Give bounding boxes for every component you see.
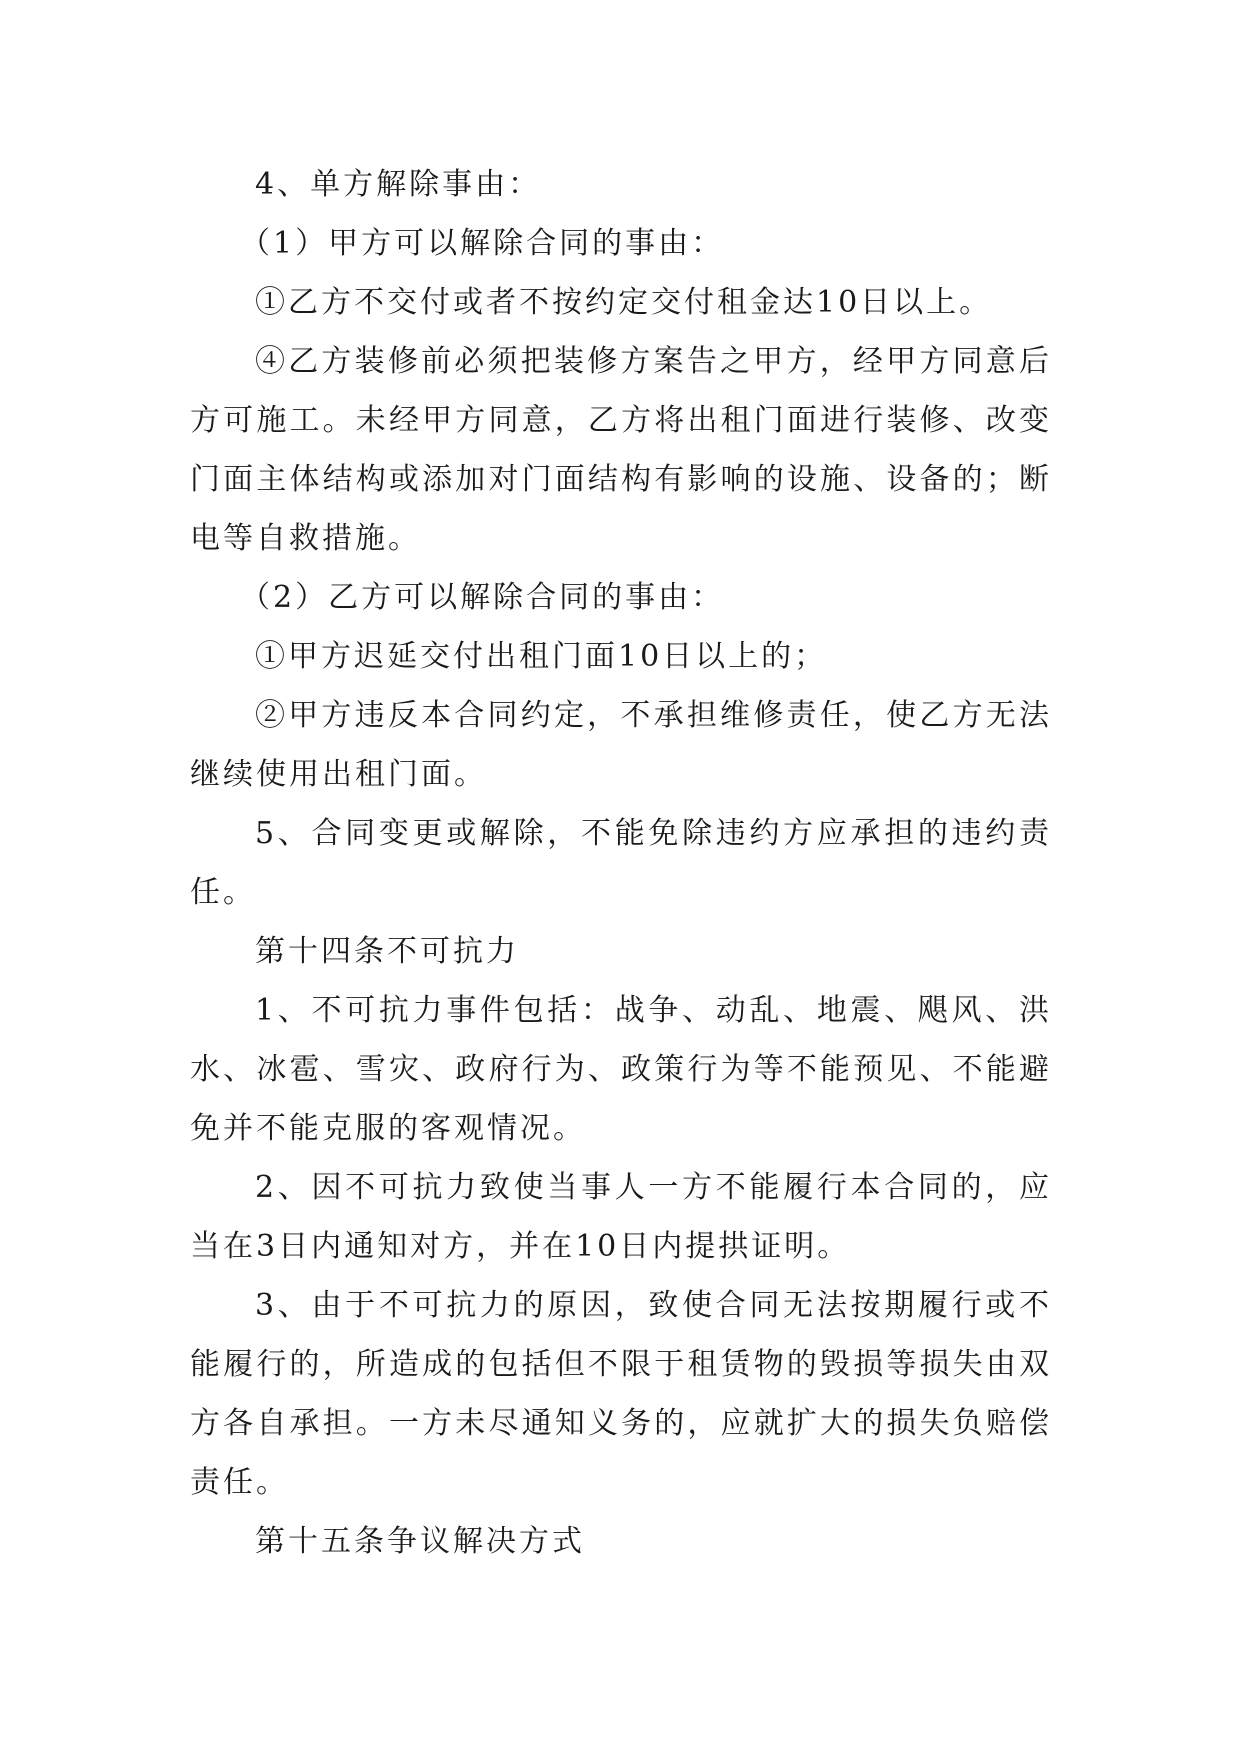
paragraph-party-b-reason-1: ①甲方迟延交付出租门面10日以上的；	[255, 639, 828, 674]
paragraph-party-a-reasons: （1）甲方可以解除合同的事由：	[240, 226, 725, 261]
paragraph-party-a-reason-1: ①乙方不交付或者不按约定交付租金达10日以上。	[255, 285, 993, 320]
paragraph-force-majeure-1: 1、不可抗力事件包括：战争、动乱、地震、飓风、洪水、冰雹、雪灾、政府行为、政策行为等不能预见、不能避免并不能克服的客观情况。	[190, 993, 1052, 1146]
document-page	[190, 155, 1052, 1571]
heading-article-14: 第十四条不可抗力	[255, 934, 519, 969]
paragraph-force-majeure-2: 2、因不可抗力致使当事人一方不能履行本合同的，应当在3日内通知对方，并在10日内提拱证明。	[190, 1170, 1052, 1264]
paragraph-clause-5: 5、合同变更或解除，不能免除违约方应承担的违约责任。	[190, 816, 1052, 910]
paragraph-party-b-reason-2: ②甲方违反本合同约定，不承担维修责任，使乙方无法继续使用出租门面。	[190, 698, 1052, 792]
paragraph-clause-4: 4、单方解除事由：	[255, 167, 542, 202]
heading-article-15: 第十五条争议解决方式	[255, 1524, 585, 1559]
paragraph-party-b-reasons: （2）乙方可以解除合同的事由：	[240, 580, 725, 615]
paragraph-force-majeure-3: 3、由于不可抗力的原因，致使合同无法按期履行或不能履行的，所造成的包括但不限于租赁物的毁损等损失由双方各自承担。一方未尽通知义务的，应就扩大的损失负赔偿责任。	[190, 1288, 1052, 1500]
paragraph-party-a-reason-4: ④乙方装修前必须把装修方案告之甲方，经甲方同意后方可施工。未经甲方同意，乙方将出租门面进行装修、改变门面主体结构或添加对门面结构有影响的设施、设备的；断电等自救措施。	[190, 344, 1052, 556]
